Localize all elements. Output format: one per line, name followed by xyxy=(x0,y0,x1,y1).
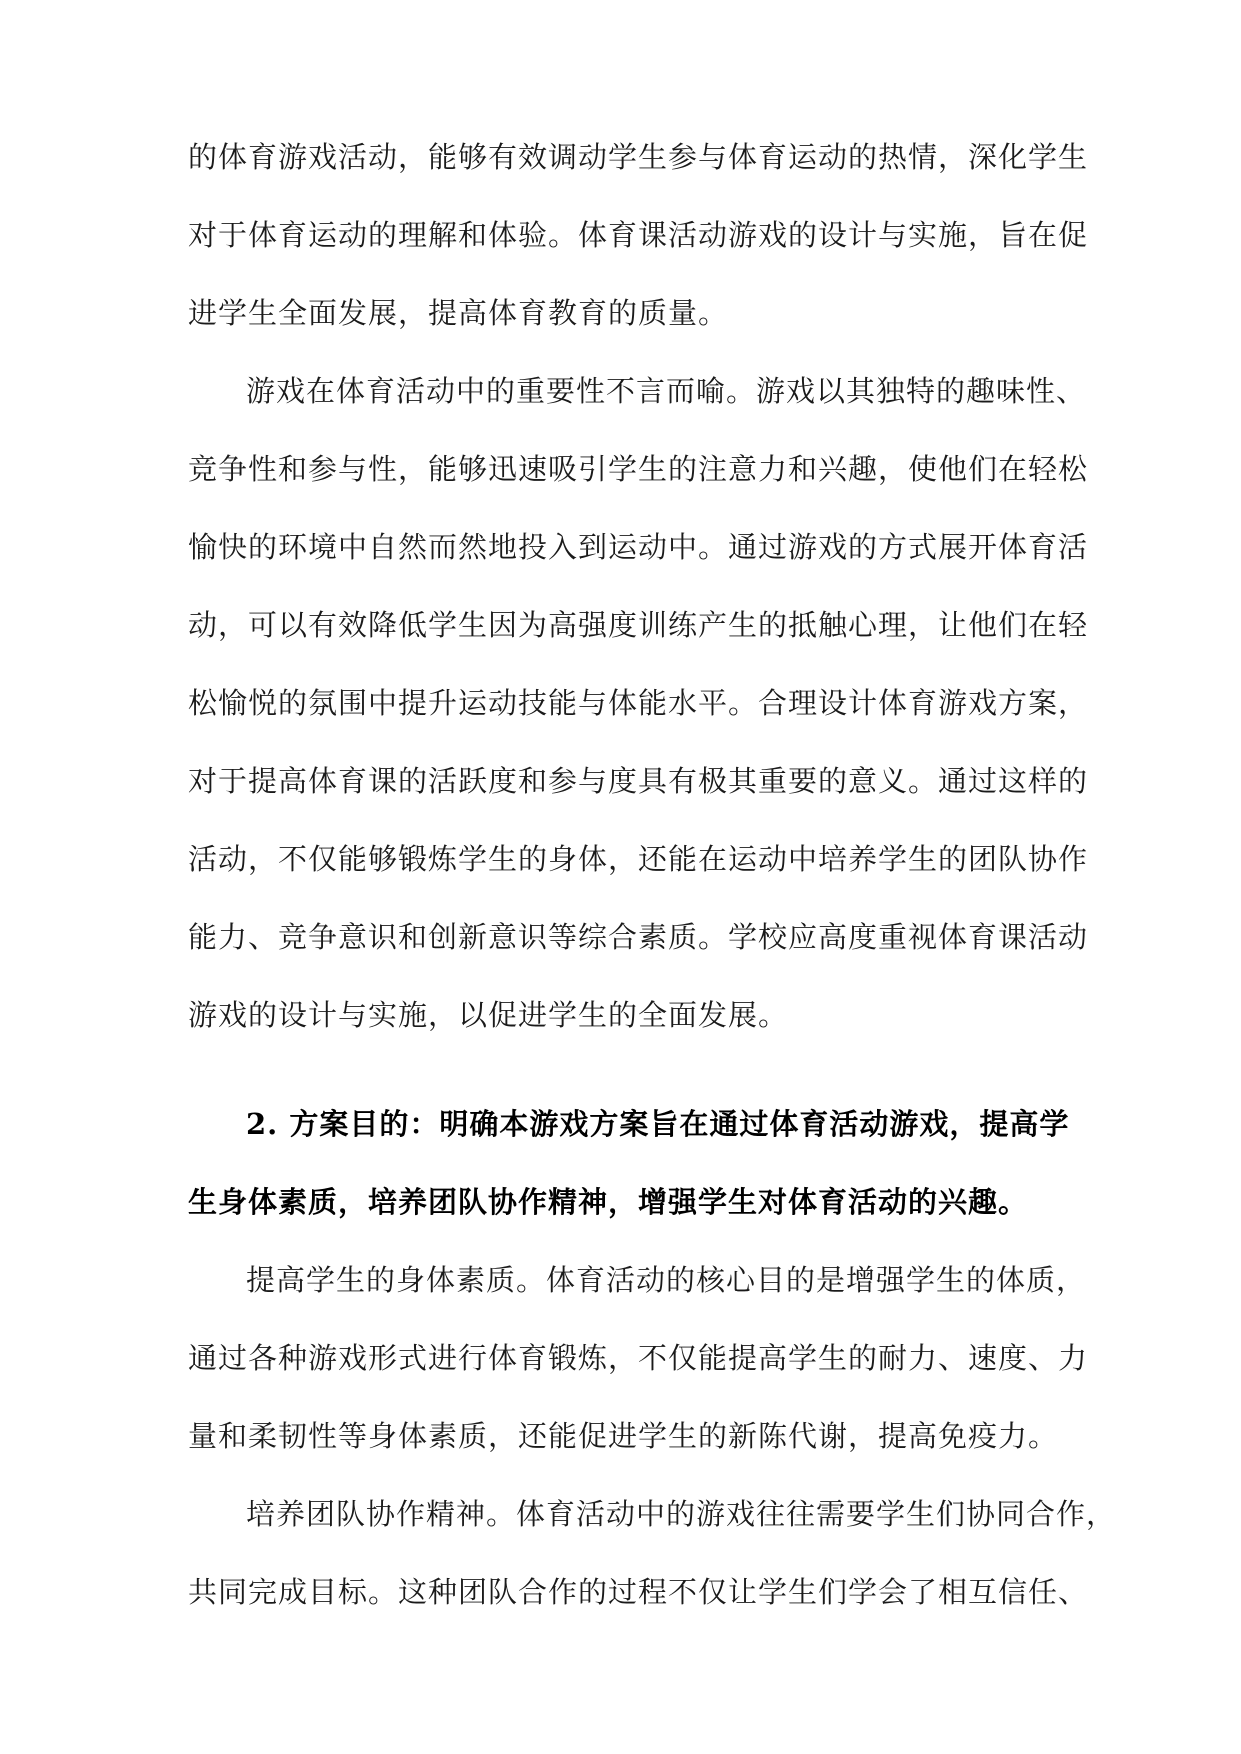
text-line: 量和柔韧性等身体素质，还能促进学生的新陈代谢，提高免疫力。 xyxy=(188,1419,1059,1453)
section-heading-line: 生身体素质，培养团队协作精神，增强学生对体育活动的兴趣。 xyxy=(188,1185,1029,1219)
text-line: 对于体育运动的理解和体验。体育课活动游戏的设计与实施，旨在促 xyxy=(188,218,1089,252)
text-line: 松愉悦的氛围中提升运动技能与体能水平。合理设计体育游戏方案， xyxy=(188,686,1089,720)
text-line: 培养团队协作精神。体育活动中的游戏往往需要学生们协同合作， xyxy=(246,1497,1117,1531)
text-line: 提高学生的身体素质。体育活动的核心目的是增强学生的体质， xyxy=(246,1263,1087,1297)
text-line: 动，可以有效降低学生因为高强度训练产生的抵触心理，让他们在轻 xyxy=(188,608,1089,642)
text-line: 通过各种游戏形式进行体育锻炼，不仅能提高学生的耐力、速度、力 xyxy=(188,1341,1089,1375)
text-line: 能力、竞争意识和创新意识等综合素质。学校应高度重视体育课活动 xyxy=(188,920,1089,954)
text-line: 游戏在体育活动中的重要性不言而喻。游戏以其独特的趣味性、 xyxy=(246,374,1087,408)
text-line: 的体育游戏活动，能够有效调动学生参与体育运动的热情，深化学生 xyxy=(188,140,1089,174)
text-line: 竞争性和参与性，能够迅速吸引学生的注意力和兴趣，使他们在轻松 xyxy=(188,452,1089,486)
section-heading-line: 2. 方案目的：明确本游戏方案旨在通过体育活动游戏，提高学 xyxy=(246,1107,1070,1141)
text-line: 对于提高体育课的活跃度和参与度具有极其重要的意义。通过这样的 xyxy=(188,764,1089,798)
text-line: 共同完成目标。这种团队合作的过程不仅让学生们学会了相互信任、 xyxy=(188,1575,1089,1609)
text-line: 游戏的设计与实施，以促进学生的全面发展。 xyxy=(188,998,789,1032)
text-line: 活动，不仅能够锻炼学生的身体，还能在运动中培养学生的团队协作 xyxy=(188,842,1089,876)
text-line: 愉快的环境中自然而然地投入到运动中。通过游戏的方式展开体育活 xyxy=(188,530,1089,564)
text-line: 进学生全面发展，提高体育教育的质量。 xyxy=(188,296,729,330)
